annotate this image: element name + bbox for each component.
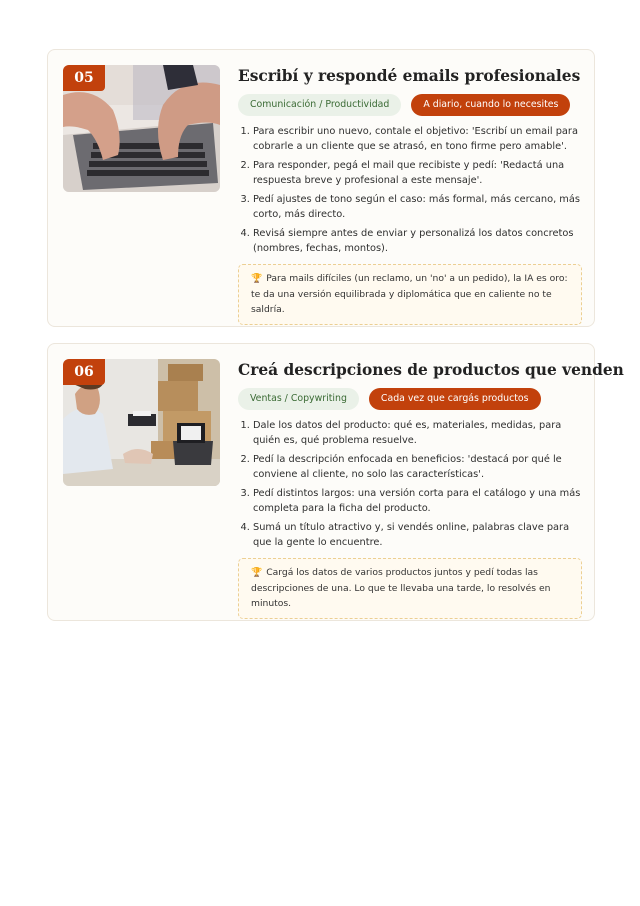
card-title: Creá descripciones de productos que venden bbox=[238, 361, 624, 379]
trophy-icon: 🏆 bbox=[251, 274, 263, 284]
step-item: 1. Dale los datos del producto: qué es, materiales, medidas, para quién es, qué problema resuelve. bbox=[253, 418, 582, 448]
step-item: 3. Pedí distintos largos: una versión corta para el catálogo y una más completa para la ficha del producto. bbox=[253, 486, 582, 516]
laptop-typing-photo bbox=[63, 65, 220, 192]
step-item: 3. Pedí ajustes de tono según el caso: más formal, más cercano, más corto, más directo. bbox=[253, 192, 582, 222]
trophy-icon: 🏆 bbox=[251, 568, 263, 578]
step-item: 4. Sumá un título atractivo y, si vendés online, palabras clave para que la gente lo encuentre. bbox=[253, 520, 582, 550]
card-number-badge: 06 bbox=[63, 359, 105, 385]
frequency-tag: Cada vez que cargás productos bbox=[369, 388, 541, 410]
steps-list bbox=[238, 124, 582, 256]
product-packing-photo bbox=[63, 359, 220, 486]
use-case-card bbox=[47, 49, 595, 327]
card-title: Escribí y respondé emails profesionales bbox=[238, 67, 581, 85]
card-number-badge: 05 bbox=[63, 65, 105, 91]
step-item: 4. Revisá siempre antes de enviar y personalizá los datos concretos (nombres, fechas, montos). bbox=[253, 226, 582, 256]
step-item: 1. Para escribir uno nuevo, contale el objetivo: 'Escribí un email para cobrarle a un cliente que se atrasó, en tono firme pero amable'. bbox=[253, 124, 582, 154]
tip-box bbox=[238, 558, 582, 619]
tip-text: Para mails difíciles (un reclamo, un 'no' a un pedido), la IA es oro: te da una versión equilibrada y diplomática que en caliente no te saldría. bbox=[251, 273, 568, 315]
tip-text: Cargá los datos de varios productos juntos y pedí todas las descripciones de una. Lo que te llevaba una tarde, lo resolvés en minutos. bbox=[251, 567, 551, 609]
category-tag: Comunicación / Productividad bbox=[238, 94, 401, 116]
step-item: 2. Pedí la descripción enfocada en beneficios: 'destacá por qué le conviene al cliente, no solo las características'. bbox=[253, 452, 582, 482]
step-item: 2. Para responder, pegá el mail que recibiste y pedí: 'Redactá una respuesta breve y profesional a este mensaje'. bbox=[253, 158, 582, 188]
use-case-card bbox=[47, 343, 624, 621]
category-tag: Ventas / Copywriting bbox=[238, 388, 359, 410]
frequency-tag: A diario, cuando lo necesites bbox=[411, 94, 570, 116]
steps-list bbox=[238, 418, 582, 550]
tip-box bbox=[238, 264, 582, 325]
